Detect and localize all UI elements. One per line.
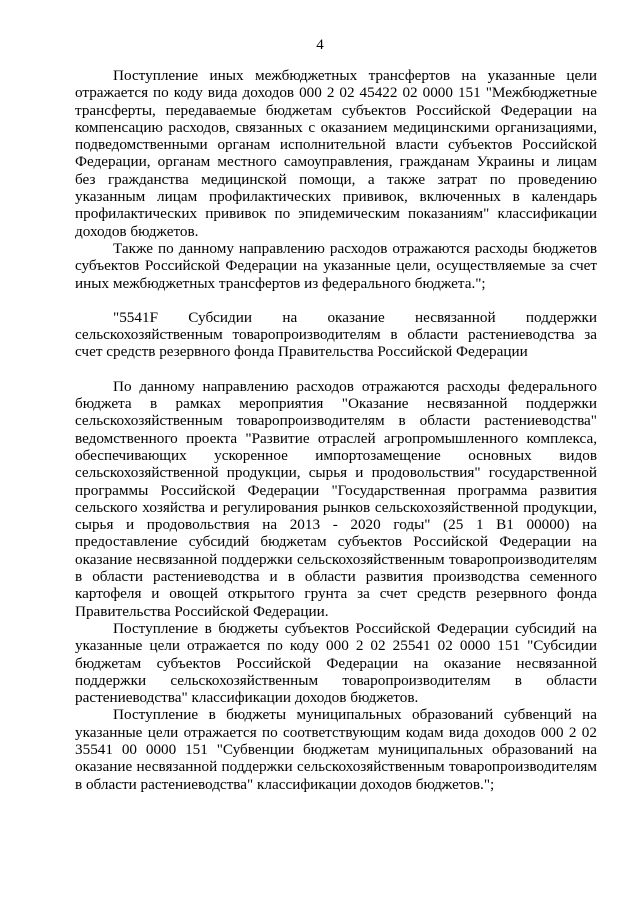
paragraph-regional-budget-expenses: Также по данному направлению расходов отражаются расходы бюджетов субъектов Российской Федерации на указанные цели, осуществляемые за счет иных межбюджетных трансфертов из федерального бюджета."; — [75, 239, 597, 292]
page-number: 4 — [316, 37, 324, 53]
paragraph-subsidy-code-heading: "5541F Субсидии на оказание несвязанной поддержки сельскохозяйственным товаропроизводителям в области растениеводства за счет средств резервного фонда Правительства Российской Федерации — [75, 308, 597, 361]
paragraph-interbudget-transfers-receipt: Поступление иных межбюджетных трансфертов на указанные цели отражается по коду вида доходов 000 2 02 45422 02 0000 151 "Межбюджетные трансферты, передаваемые бюджетам субъектов Российской Федерации на компенсацию расходов, связанных с оказанием медицинскими организациями, подведомственными органам исполнительной власти субъектов Российской Федерации, органам местного самоуправления, гражданам Украины и лицам без гражданства медицинской помощи, а также затрат по проведению указанным лицам профилактических прививок, включенных в календарь профилактических прививок по эпидемическим показаниям" классификации доходов бюджетов. — [75, 67, 597, 240]
paragraph-subject-budget-subsidies-receipt: Поступление в бюджеты субъектов Российской Федерации субсидий на указанные цели отражается по коду 000 2 02 25541 02 0000 151 "Субсидии бюджетам субъектов Российской Федерации на оказание несвязанной поддержки сельскохозяйственным товаропроизводителям в области растениеводства" классификации доходов бюджетов. — [75, 619, 597, 707]
paragraph-federal-budget-expenses: По данному направлению расходов отражаются расходы федерального бюджета в рамках мероприятия "Оказание несвязанной поддержки сельскохозяйственным товаропроизводителям в области растениеводства" ведомственного проекта "Развитие отраслей агропромышленного комплекса, обеспечивающих ускоренное импортозамещение основных видов сельскохозяйственной продукции, сырья и продовольствия" государственной программы Российской Федерации "Государственная программа развития сельского хозяйства и регулирования рынков сельскохозяйственной продукции, сырья и продовольствия на 2013 - 2020 годы" (25 1 В1 00000) на предоставление субсидий бюджетам субъектов Российской Федерации на оказание несвязанной поддержки сельскохозяйственным товаропроизводителям в области растениеводства и в области развития производства семенного картофеля и овощей открытого грунта за счет средств резервного фонда Правительства Российской Федерации. — [75, 377, 597, 620]
document-body — [75, 67, 597, 793]
paragraph-municipal-subventions-receipt: Поступление в бюджеты муниципальных образований субвенций на указанные цели отражается по соответствующим кодам вида доходов 000 2 02 35541 00 0000 151 "Субвенции бюджетам муниципальных образований на оказание несвязанной поддержки сельскохозяйственным товаропроизводителям в области растениеводства" классификации доходов бюджетов."; — [75, 706, 597, 793]
